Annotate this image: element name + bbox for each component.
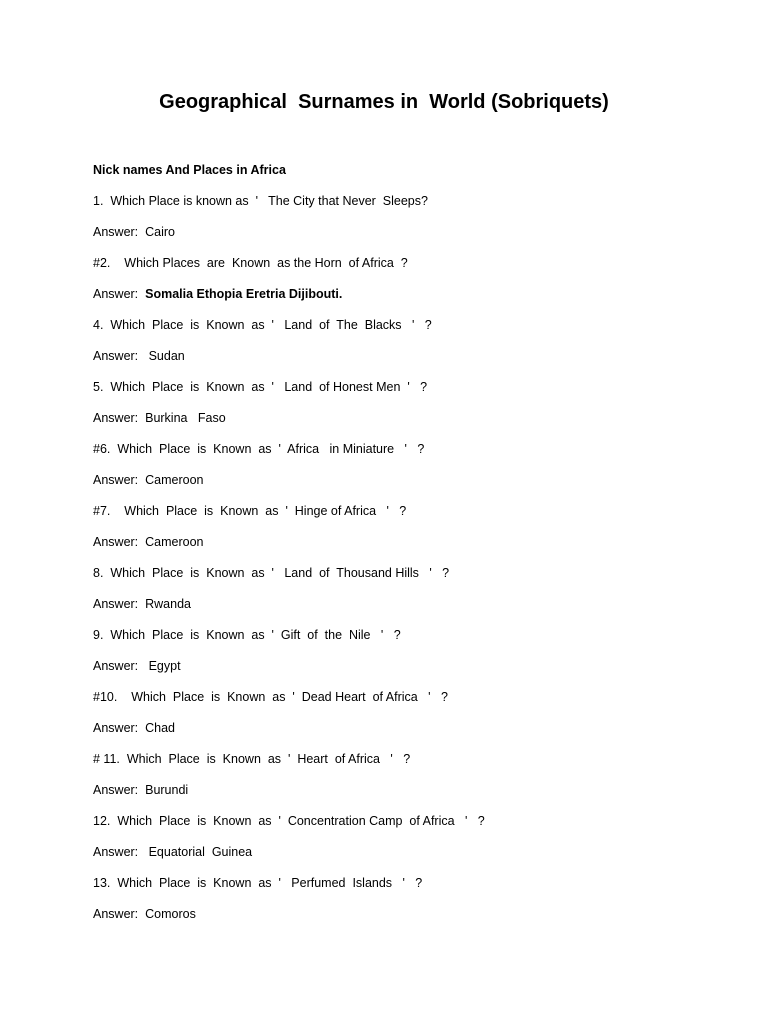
answer-text: Sudan [145,349,185,363]
answer-label: Answer: [93,411,139,425]
answer-10 [93,781,188,799]
answer-label: Answer: [93,783,139,797]
answer-9 [93,719,175,737]
answer-text: Cairo [145,225,175,239]
answer-8 [93,657,181,675]
document-title: Geographical Surnames in World (Sobriquets) [159,91,609,113]
answer-label: Answer: [93,349,139,363]
question-10: # 11. Which Place is Known as ' Heart of Africa ' ? [93,752,411,766]
answer-text: Egypt [145,659,181,673]
answer-label: Answer: [93,225,139,239]
answer-label: Answer: [93,659,139,673]
answer-text: Somalia Ethopia Eretria Dijibouti. [145,287,343,301]
answer-7 [93,595,191,613]
answer-text: Burkina Faso [145,411,226,425]
answer-label: Answer: [93,597,139,611]
answer-text: Cameroon [145,473,204,487]
answer-6 [93,533,203,551]
question-12: 13. Which Place is Known as ' Perfumed Islands ' ? [93,876,423,890]
question-9: #10. Which Place is Known as ' Dead Heart of Africa ' ? [93,690,448,704]
question-1: 1. Which Place is known as ' The City that Never Sleeps? [93,194,428,208]
answer-text: Cameroon [145,535,204,549]
answer-1 [93,223,175,241]
answer-2 [93,285,342,303]
answer-text: Rwanda [145,597,191,611]
answer-text: Chad [145,721,175,735]
question-4: 5. Which Place is Known as ' Land of Honest Men ' ? [93,380,428,394]
answer-label: Answer: [93,721,139,735]
question-3: 4. Which Place is Known as ' Land of The Blacks ' ? [93,318,432,332]
section-heading: Nick names And Places in Africa [93,163,286,177]
answer-label: Answer: [93,473,139,487]
question-11: 12. Which Place is Known as ' Concentration Camp of Africa ' ? [93,814,485,828]
question-2: #2. Which Places are Known as the Horn of Africa ? [93,256,408,270]
question-8: 9. Which Place is Known as ' Gift of the Nile ' ? [93,628,401,642]
answer-text: Equatorial Guinea [145,845,253,859]
question-7: 8. Which Place is Known as ' Land of Thousand Hills ' ? [93,566,450,580]
answer-3 [93,347,185,365]
answer-text: Comoros [145,907,196,921]
answer-text: Burundi [145,783,189,797]
question-5: #6. Which Place is Known as ' Africa in Miniature ' ? [93,442,425,456]
answer-label: Answer: [93,535,139,549]
answer-5 [93,471,203,489]
answer-label: Answer: [93,287,139,301]
answer-label: Answer: [93,845,139,859]
answer-label: Answer: [93,907,139,921]
answer-12 [93,905,196,923]
question-6: #7. Which Place is Known as ' Hinge of Africa ' ? [93,504,407,518]
answer-11 [93,843,252,861]
answer-4 [93,409,226,427]
